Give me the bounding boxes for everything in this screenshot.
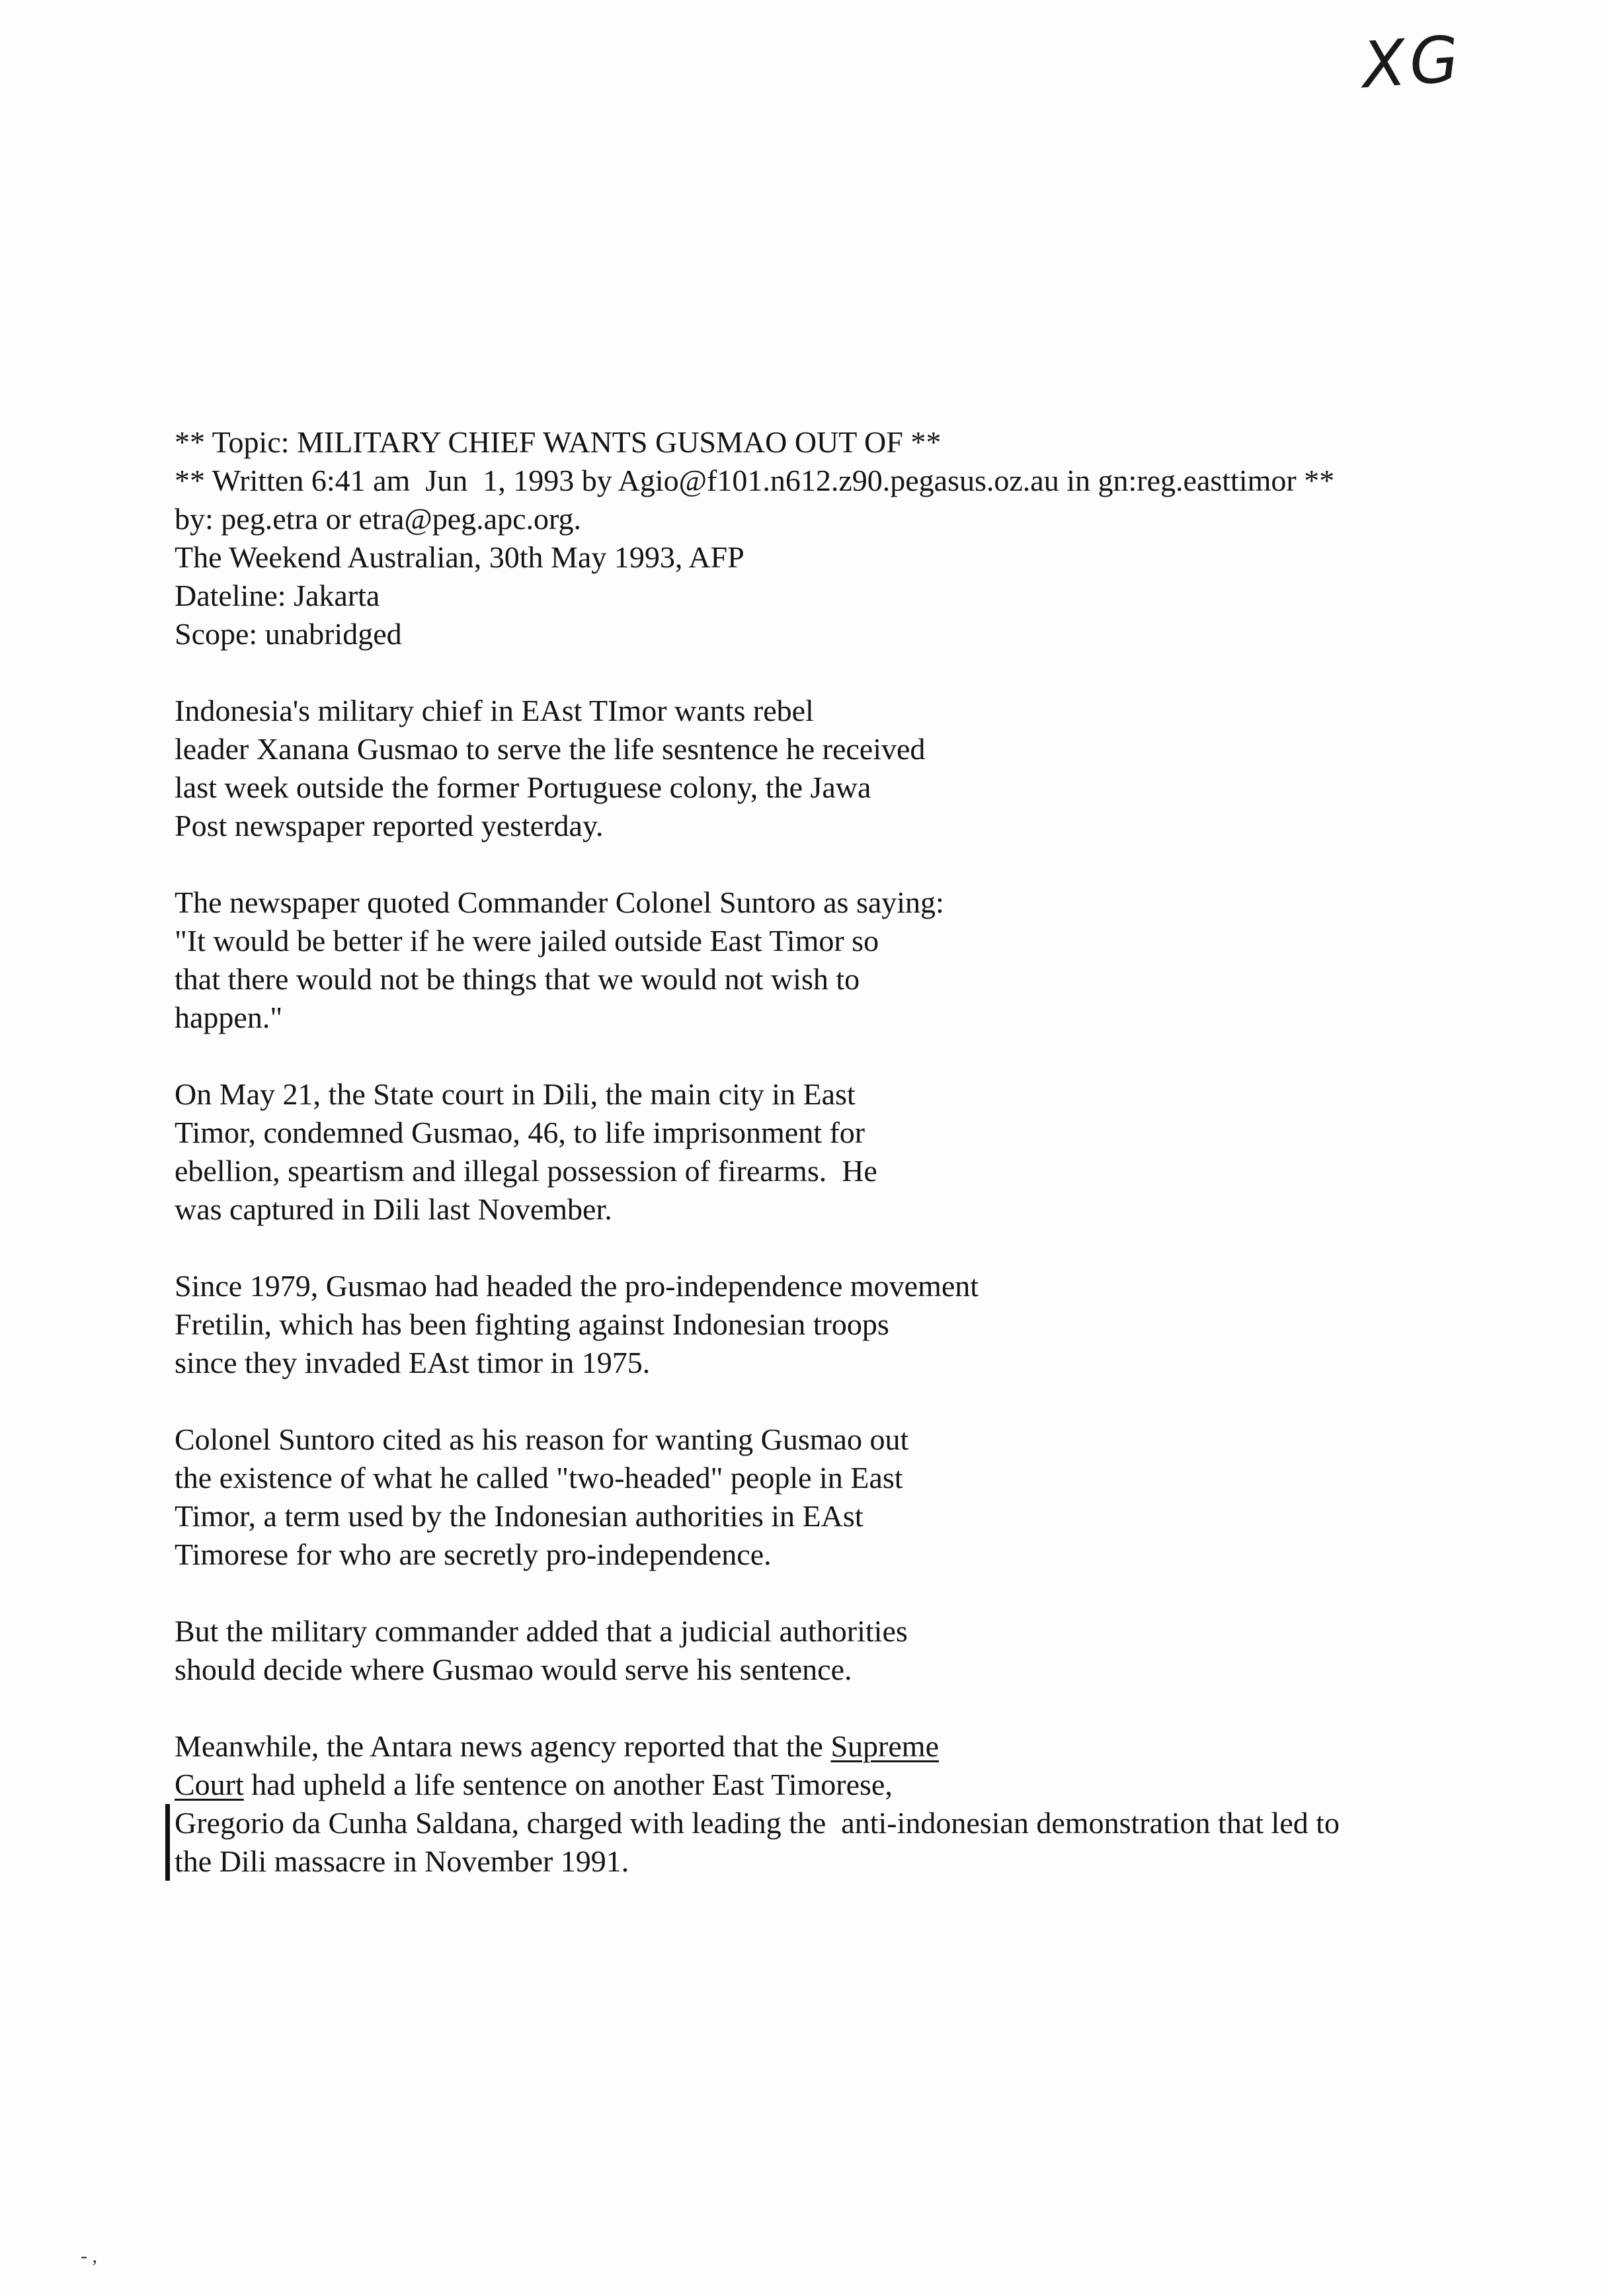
dateline: Dateline: Jakarta [175,579,380,612]
spacer [175,1574,1576,1612]
article-body [175,423,1576,1881]
paragraph-line: the existence of what he called "two-headed" people in East [175,1461,903,1495]
spacer [175,845,1576,883]
final-paragraph-line-2 [175,1766,1576,1804]
paragraph-line: Timorese for who are secretly pro-independence. [175,1538,772,1571]
underlined-supreme: Supreme [830,1729,939,1763]
paragraph-line: Post newspaper reported yesterday. [175,809,604,842]
written-line: ** Written 6:41 am Jun 1, 1993 by Agio@f101.n612.z90.pegasus.oz.au in gn:reg.easttimor ** [175,464,1335,497]
paragraph-line: leader Xanana Gusmao to serve the life sesntence he received [175,732,926,766]
spacer [175,1382,1576,1420]
spacer [175,1037,1576,1075]
final-paragraph-line-1 [175,1727,1576,1766]
paragraph-line: But the military commander added that a judicial authorities [175,1614,908,1648]
underlined-court: Court [175,1768,244,1801]
spacer [175,1689,1576,1727]
final-paragraph-line-3: Gregorio da Cunha Saldana, charged with leading the anti-indonesian demonstration that led to [175,1806,1340,1840]
final-line1-text: Meanwhile, the Antara news agency reported that the [175,1729,831,1763]
paragraph-line: "It would be better if he were jailed outside East Timor so [175,924,879,958]
paragraph-line: happen." [175,1001,283,1034]
paragraph-line: should decide where Gusmao would serve his sentence. [175,1653,852,1686]
paragraph-line: that there would not be things that we would not wish to [175,962,860,996]
final-paragraph-line-4: the Dili massacre in November 1991. [175,1844,629,1878]
final-line2-text: had upheld a life sentence on another East Timorese, [243,1768,893,1801]
paragraph-line: Fretilin, which has been fighting against Indonesian troops [175,1307,889,1341]
paragraph-line: since they invaded EAst timor in 1975. [175,1346,651,1379]
paragraph-line: On May 21, the State court in Dili, the main city in East [175,1077,856,1111]
footer-mark: - , [81,2245,97,2267]
paragraph-line: Timor, condemned Gusmao, 46, to life imprisonment for [175,1116,865,1149]
paragraph-line: ebellion, speartism and illegal possession of firearms. He [175,1154,877,1188]
paragraph-line: last week outside the former Portuguese colony, the Jawa [175,770,871,804]
spacer [175,653,1576,692]
paragraph-list [175,692,1576,1727]
paragraph-line: Since 1979, Gusmao had headed the pro-independence movement [175,1269,979,1303]
topic-line: ** Topic: MILITARY CHIEF WANTS GUSMAO OUT OF ** [175,425,942,459]
margin-mark [165,1804,170,1881]
by-line: by: peg.etra or etra@peg.apc.org. [175,502,581,536]
paragraph-line: Timor, a term used by the Indonesian authorities in EAst [175,1499,864,1533]
handwritten-annotation: XG [1359,21,1465,103]
spacer [175,1229,1576,1267]
paragraph-line: Indonesia's military chief in EAst TImor wants rebel [175,694,814,727]
source-line: The Weekend Australian, 30th May 1993, AFP [175,540,744,574]
paragraph-line: was captured in Dili last November. [175,1192,612,1226]
scope-line: Scope: unabridged [175,617,402,651]
paragraph-line: Colonel Suntoro cited as his reason for wanting Gusmao out [175,1422,909,1456]
paragraph-line: The newspaper quoted Commander Colonel Suntoro as saying: [175,885,944,919]
